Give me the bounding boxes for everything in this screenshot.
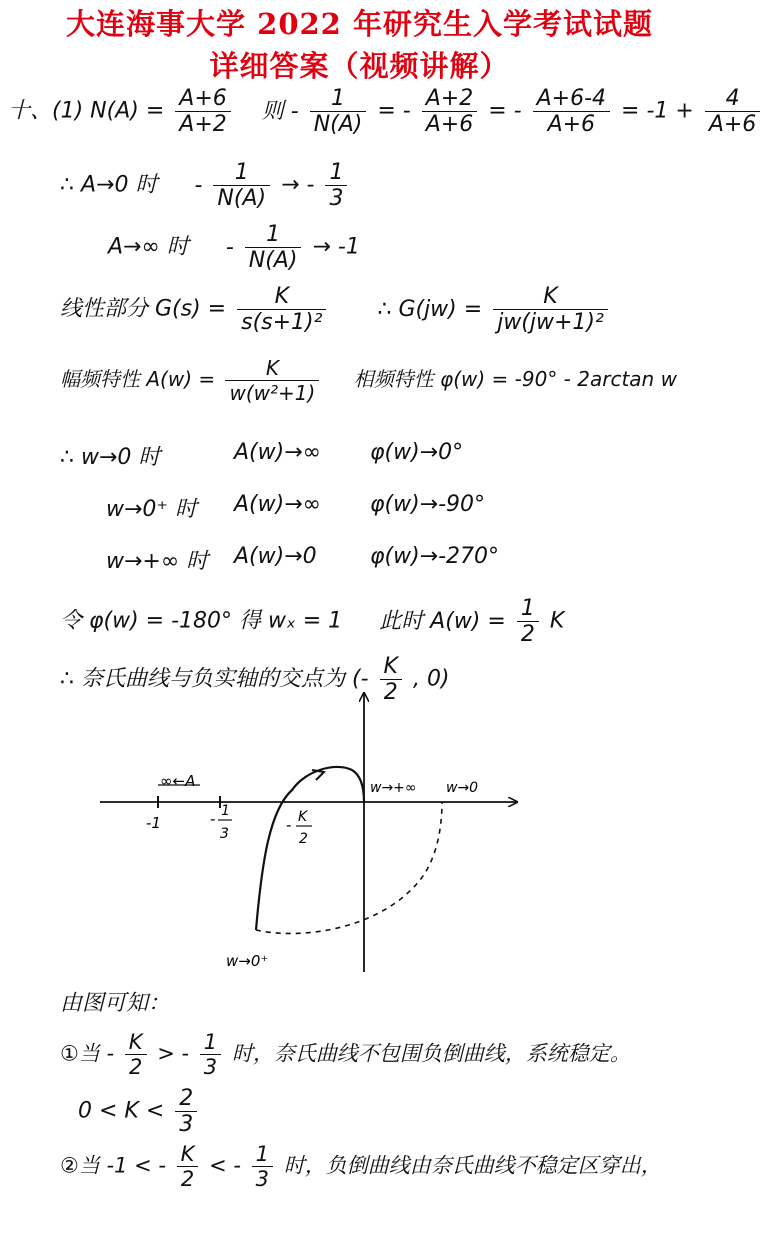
- limit-condition: w→+∞ 时: [106, 549, 209, 574]
- text-segment: ∴ G(jw) =: [377, 296, 483, 322]
- denominator: 3: [255, 1167, 270, 1191]
- numerator: 1: [517, 596, 539, 622]
- fraction: [175, 1086, 197, 1137]
- numerator: K: [177, 1142, 199, 1167]
- phase-limit: φ(w)→0°: [370, 440, 464, 465]
- limit-condition: w→0⁺ 时: [106, 497, 198, 522]
- numerator: 1: [325, 160, 347, 186]
- k-range: [78, 1086, 201, 1137]
- label-inf-a: ∞←A: [160, 772, 196, 790]
- numerator: 1: [310, 86, 367, 112]
- denominator: 3: [329, 186, 344, 211]
- limit-condition: ∴ w→0 时: [60, 445, 161, 470]
- numerator: 1: [252, 1142, 273, 1167]
- denominator: N(A): [313, 112, 363, 137]
- text-segment: 幅频特性 A(w) =: [60, 367, 216, 391]
- text-segment: = -: [377, 98, 411, 124]
- denominator: A+6: [547, 112, 596, 137]
- text-segment: = -1 +: [621, 98, 694, 124]
- text-segment: → -: [281, 172, 315, 198]
- text-segment: A→∞ 时: [108, 234, 189, 260]
- denominator: jw(jw+1)²: [497, 310, 604, 335]
- text-segment: 则 -: [261, 98, 299, 124]
- conclusion-heading: 由图可知：: [60, 991, 171, 1016]
- text-segment: 令 φ(w) = -180° 得 wₓ = 1: [60, 608, 343, 634]
- text-segment: > -: [157, 1041, 190, 1066]
- label-third-num: 1: [221, 803, 230, 819]
- denominator: w(w²+1): [229, 381, 316, 405]
- text-segment: 时，负倒曲线由奈氏曲线不稳定区穿出，: [283, 1153, 662, 1178]
- phase-limit: φ(w)→-90°: [370, 492, 486, 517]
- text-segment: ∴ 奈氏曲线与负实轴的交点为 (-: [60, 666, 369, 692]
- page-title: 大连海事大学 2022 年研究生入学考试试题: [66, 7, 653, 41]
- label-third-den: 3: [220, 826, 229, 842]
- numerator: K: [380, 654, 402, 680]
- fraction: [200, 1030, 221, 1079]
- text-segment: ②当 -1 < -: [60, 1153, 166, 1178]
- text-segment: 十、(1) N(A) =: [8, 98, 165, 124]
- amplitude-limit: A(w)→0: [234, 544, 317, 569]
- label-w-infinity: w→+∞: [370, 780, 417, 796]
- numerator: A+6-4: [533, 86, 610, 112]
- amplitude-limit: A(w)→∞: [234, 492, 321, 517]
- text-segment: 线性部分 G(s) =: [60, 296, 227, 322]
- text-segment: → -1: [312, 234, 360, 260]
- text-segment: -: [194, 172, 203, 198]
- amplitude-limit: A(w)→∞: [234, 440, 321, 465]
- fraction: [252, 1142, 273, 1191]
- nyquist-curve: [256, 767, 364, 930]
- denominator: A+6: [708, 112, 757, 137]
- denominator: 2: [128, 1055, 143, 1079]
- denominator: N(A): [217, 186, 267, 211]
- text-segment: 此时 A(w) =: [379, 608, 506, 634]
- label-k2-num: K: [298, 809, 308, 825]
- numerator: 1: [213, 160, 270, 186]
- denominator: 2: [383, 680, 398, 705]
- text-segment: , 0): [412, 666, 450, 692]
- numerator: K: [125, 1030, 147, 1055]
- numerator: A+2: [422, 86, 477, 112]
- denominator: 3: [203, 1055, 218, 1079]
- label-w-zero: w→0: [446, 780, 479, 796]
- numerator: K: [237, 284, 326, 310]
- text-segment: ①当 -: [60, 1041, 115, 1066]
- conclusion-case-2: [60, 1142, 662, 1191]
- text-segment: ∴ A→0 时: [60, 172, 158, 198]
- denominator: 2: [520, 622, 535, 647]
- text-segment: 相频特性 φ(w) = -90° - 2arctan w: [353, 367, 677, 391]
- conclusion-case-1: [60, 1030, 631, 1079]
- numerator: A+6: [175, 86, 230, 112]
- numerator: K: [225, 356, 319, 381]
- denominator: 3: [179, 1112, 194, 1137]
- label-k2-minus: -: [286, 816, 292, 834]
- denominator: s(s+1)²: [241, 310, 323, 335]
- denominator: A+2: [179, 112, 227, 137]
- text-segment: < -: [209, 1153, 241, 1178]
- page-subtitle: 详细答案（视频讲解）: [209, 49, 510, 83]
- numerator: 4: [705, 86, 760, 112]
- label-w-zero-plus: w→0⁺: [226, 952, 269, 970]
- label-minus-sign: -: [210, 810, 216, 828]
- denominator: N(A): [248, 248, 298, 273]
- numerator: 1: [245, 222, 302, 248]
- numerator: K: [493, 284, 608, 310]
- text-segment: -: [225, 234, 234, 260]
- closure-arc: [256, 802, 442, 933]
- numerator: 2: [175, 1086, 197, 1112]
- text-segment: 时，奈氏曲线不包围负倒曲线，系统稳定。: [231, 1041, 631, 1066]
- numerator: 1: [200, 1030, 221, 1055]
- fraction: [125, 1030, 147, 1079]
- text-segment: K: [549, 608, 565, 634]
- denominator: A+6: [425, 112, 474, 137]
- text-segment: 0 < K <: [78, 1098, 165, 1124]
- label-k2-den: 2: [299, 831, 308, 847]
- phase-limit: φ(w)→-270°: [370, 544, 500, 569]
- fraction: [177, 1142, 199, 1191]
- label-minus-1: -1: [146, 814, 161, 832]
- denominator: 2: [180, 1167, 195, 1191]
- text-segment: = -: [488, 98, 522, 124]
